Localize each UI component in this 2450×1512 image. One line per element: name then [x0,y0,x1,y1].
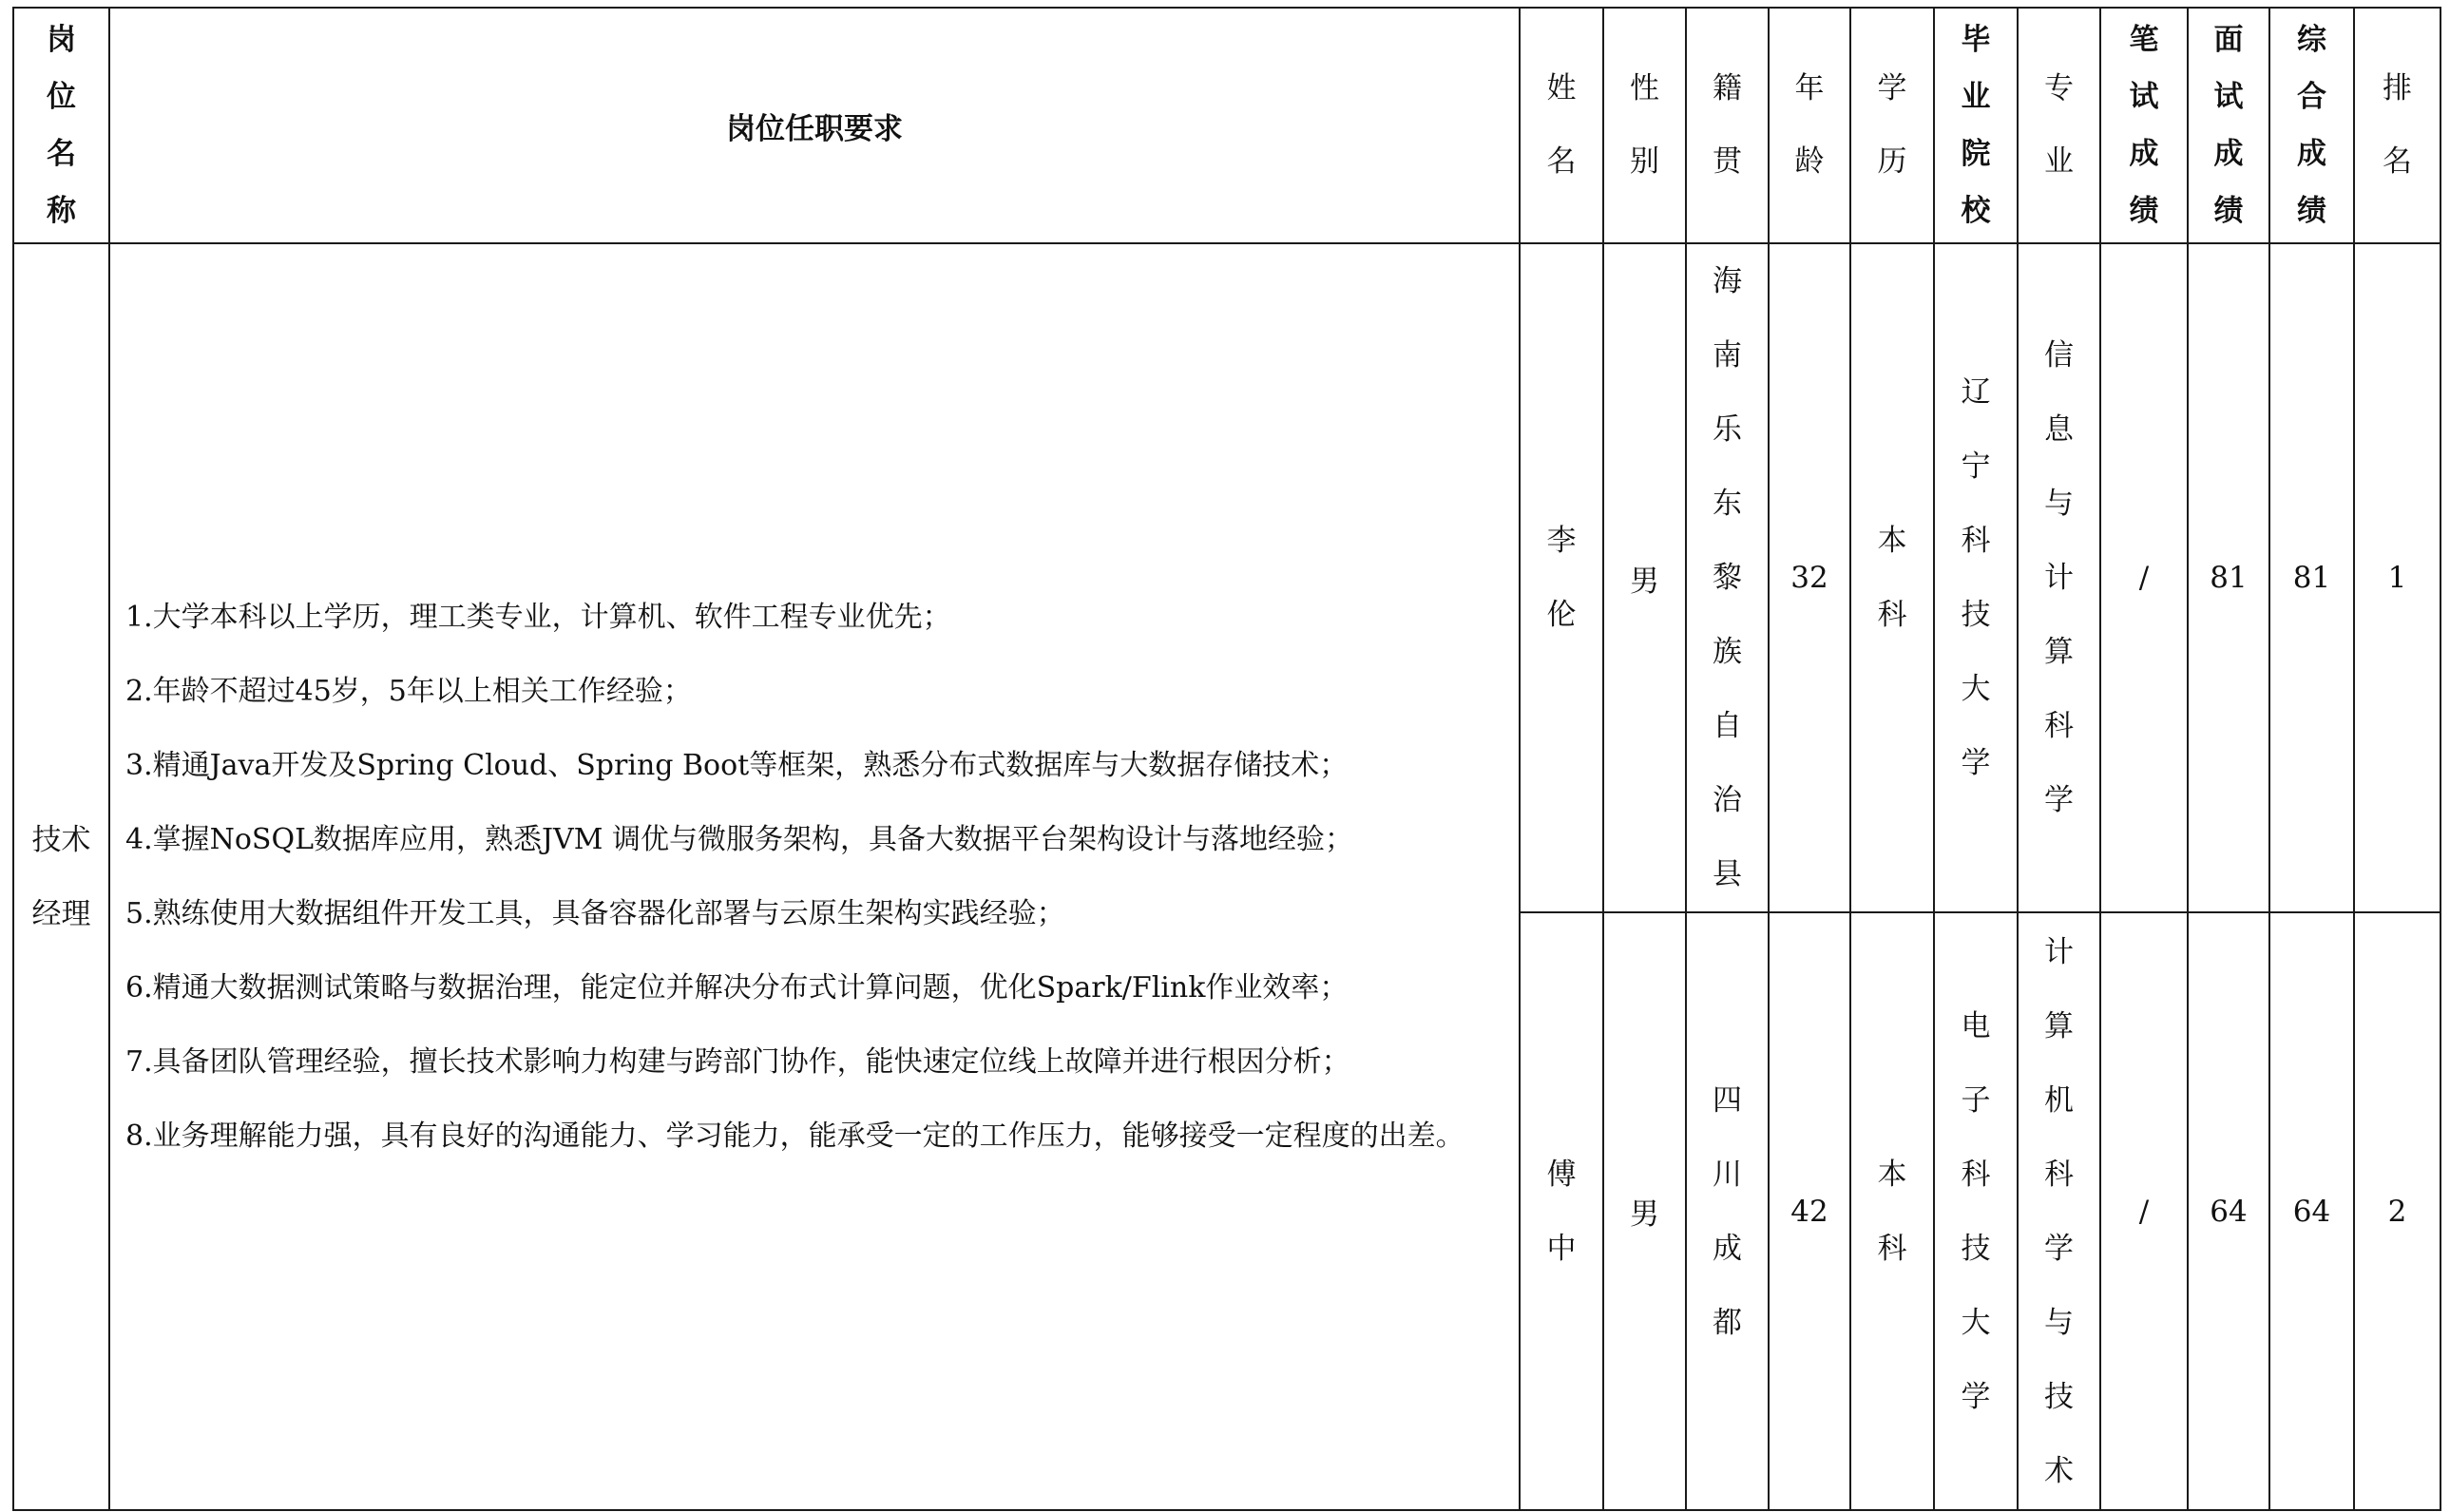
candidate-education: 本科 [1850,243,1934,912]
header-age: 年龄 [1769,8,1850,243]
header-total: 综合成绩 [2269,8,2354,243]
candidate-table [12,7,2441,1511]
header-name: 姓名 [1520,8,1603,243]
header-major: 专业 [2018,8,2100,243]
candidate-total-score: 81 [2269,243,2354,912]
candidate-origin: 海南乐东黎族自治县 [1686,243,1769,912]
header-origin: 籍贯 [1686,8,1769,243]
header-requirements: 岗位任职要求 [109,8,1520,243]
candidate-gender: 男 [1603,243,1686,912]
header-row [13,8,2440,243]
requirements-cell [109,243,1520,1510]
candidate-origin: 四川成都 [1686,912,1769,1510]
requirement-item: 2.年龄不超过45岁，5年以上相关工作经验； [125,674,692,708]
candidate-age: 32 [1769,243,1850,912]
requirement-item: 7.具备团队管理经验，擅长技术影响力构建与跨部门协作，能快速定位线上故障并进行根因分析； [125,1044,1350,1079]
table-row [13,243,2440,912]
candidate-rank: 1 [2354,243,2440,912]
requirement-item: 8.业务理解能力强，具有良好的沟通能力、学习能力，能承受一定的工作压力，能够接受一定程度的出差。 [125,1119,1464,1153]
candidate-written-score: / [2100,912,2188,1510]
candidate-major: 计算机科学与技术 [2018,912,2100,1510]
header-education: 学历 [1850,8,1934,243]
candidate-total-score: 64 [2269,912,2354,1510]
candidate-name: 傅中 [1520,912,1603,1510]
candidate-major: 信息与计算科学 [2018,243,2100,912]
header-written: 笔试成绩 [2100,8,2188,243]
position-cell: 技术经理 [13,243,109,1510]
requirement-item: 6.精通大数据测试策略与数据治理，能定位并解决分布式计算问题，优化Spark/Flink作业效率； [125,970,1349,1005]
requirement-item: 5.熟练使用大数据组件开发工具，具备容器化部署与云原生架构实践经验； [125,896,1065,930]
candidate-school: 电子科技大学 [1934,912,2018,1510]
requirement-item: 3.精通Java开发及Spring Cloud、Spring Boot等框架，熟悉分布式数据库与大数据存储技术； [125,748,1349,782]
requirement-item: 4.掌握NoSQL数据库应用，熟悉JVM 调优与微服务架构，具备大数据平台架构设计与落地经验； [125,822,1353,856]
candidate-name: 李伦 [1520,243,1603,912]
candidate-school: 辽宁科技大学 [1934,243,2018,912]
candidate-gender: 男 [1603,912,1686,1510]
candidate-interview-score: 81 [2188,243,2269,912]
requirement-item: 1.大学本科以上学历，理工类专业，计算机、软件工程专业优先； [125,600,951,634]
candidate-written-score: / [2100,243,2188,912]
header-position: 岗位名称 [13,8,109,243]
candidate-education: 本科 [1850,912,1934,1510]
candidate-rank: 2 [2354,912,2440,1510]
candidate-interview-score: 64 [2188,912,2269,1510]
candidate-age: 42 [1769,912,1850,1510]
header-interview: 面试成绩 [2188,8,2269,243]
header-school: 毕业院校 [1934,8,2018,243]
header-rank: 排名 [2354,8,2440,243]
header-gender: 性别 [1603,8,1686,243]
